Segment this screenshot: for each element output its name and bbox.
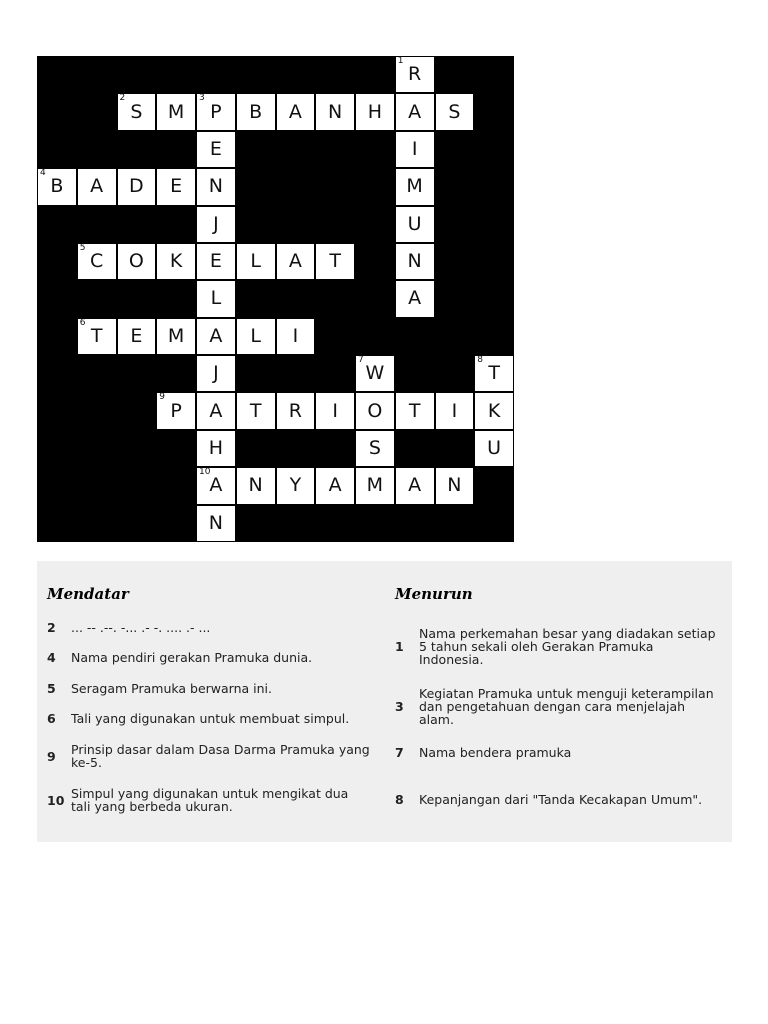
- crossword-cell[interactable]: [395, 206, 435, 243]
- cell-letter: O: [128, 250, 144, 273]
- crossword-cell[interactable]: [435, 93, 475, 130]
- crossword-cell[interactable]: [196, 243, 236, 280]
- cell-letter: T: [408, 399, 421, 422]
- crossword-cell[interactable]: [276, 318, 316, 355]
- cell-letter: T: [249, 399, 262, 422]
- crossword-cell[interactable]: [196, 355, 236, 392]
- crossword-cell[interactable]: [355, 430, 395, 467]
- crossword-cell[interactable]: [196, 392, 236, 429]
- crossword-cell[interactable]: [156, 243, 196, 280]
- clue-text: Simpul yang digunakan untuk mengikat dua tali yang berbeda ukuran.: [71, 786, 349, 814]
- cell-letter: S: [448, 100, 461, 123]
- across-clue: [47, 651, 371, 664]
- cell-number: 10: [199, 467, 211, 478]
- crossword-cell[interactable]: [37, 168, 77, 205]
- across-title: Mendatar: [47, 585, 129, 603]
- crossword-cell[interactable]: [435, 467, 475, 504]
- cell-letter: M: [406, 175, 423, 198]
- clue-text: Kegiatan Pramuka untuk menguji keterampilan dan pengetahuan dengan cara menjelajah alam.: [419, 686, 714, 727]
- cell-letter: N: [248, 474, 263, 497]
- cell-number: 7: [358, 355, 364, 366]
- crossword-cell[interactable]: [355, 392, 395, 429]
- cell-letter: E: [209, 250, 222, 273]
- cell-letter: M: [167, 100, 185, 123]
- clue-number: 4: [47, 650, 56, 665]
- crossword-cell[interactable]: [355, 93, 395, 130]
- crossword-cell[interactable]: [77, 168, 117, 205]
- crossword-cell[interactable]: [355, 355, 395, 392]
- clue-text: Prinsip dasar dalam Dasa Darma Pramuka yang ke-5.: [71, 742, 370, 770]
- crossword-cell[interactable]: [236, 392, 276, 429]
- cell-number: 6: [79, 317, 86, 328]
- clues-panel: [37, 561, 732, 842]
- crossword-cell[interactable]: [276, 392, 316, 429]
- clue-text: Tali yang digunakan untuk membuat simpul.: [71, 711, 350, 726]
- cell-letter: M: [167, 324, 185, 347]
- cell-letter: L: [250, 250, 261, 273]
- crossword-cell[interactable]: [156, 318, 196, 355]
- crossword-grid: [37, 56, 514, 542]
- clue-text: ... -- .--. -... .- -. .... .- ...: [71, 620, 211, 635]
- down-clue: [395, 793, 719, 806]
- cell-letter: I: [332, 399, 338, 422]
- cell-letter: E: [170, 175, 183, 198]
- cell-letter: T: [90, 324, 103, 347]
- crossword-cell[interactable]: [236, 93, 276, 130]
- crossword-cell[interactable]: [474, 430, 514, 467]
- cell-letter: K: [487, 399, 501, 422]
- cell-number: 5: [79, 242, 86, 253]
- crossword-cell[interactable]: [395, 243, 435, 280]
- cell-letter: R: [408, 63, 422, 86]
- clue-text: Nama perkemahan besar yang diadakan setiap 5 tahun sekali oleh Gerakan Pramuka Indonesia.: [419, 626, 716, 667]
- cell-letter: N: [407, 250, 422, 273]
- crossword-cell[interactable]: [196, 430, 236, 467]
- across-clue: [47, 682, 371, 695]
- cell-letter: T: [488, 362, 500, 385]
- crossword-cell[interactable]: [395, 56, 435, 93]
- cell-letter: P: [170, 399, 182, 422]
- clue-text: Nama bendera pramuka: [419, 745, 572, 760]
- crossword-cell[interactable]: [276, 243, 316, 280]
- cell-letter: T: [329, 250, 341, 273]
- clue-text: Seragam Pramuka berwarna ini.: [71, 681, 273, 696]
- cell-letter: H: [367, 100, 383, 123]
- cell-letter: I: [451, 399, 458, 422]
- crossword-cell[interactable]: [236, 318, 276, 355]
- cell-letter: I: [292, 324, 299, 347]
- crossword-cell[interactable]: [196, 93, 236, 130]
- cell-letter: S: [130, 100, 143, 123]
- crossword-cell[interactable]: [236, 467, 276, 504]
- cell-letter: U: [487, 437, 502, 460]
- crossword-cell[interactable]: [156, 93, 196, 130]
- clue-number: 5: [47, 681, 56, 696]
- cell-number: 8: [477, 355, 483, 366]
- cell-letter: A: [288, 100, 302, 123]
- crossword-cell[interactable]: [315, 243, 355, 280]
- cell-letter: N: [208, 175, 223, 198]
- across-clue: [47, 787, 371, 813]
- cell-letter: A: [408, 100, 422, 123]
- cell-letter: Y: [289, 474, 302, 497]
- cell-number: 1: [397, 56, 404, 66]
- crossword-cell[interactable]: [196, 505, 236, 542]
- crossword-cell[interactable]: [156, 168, 196, 205]
- clue-text: Kepanjangan dari "Tanda Kecakapan Umum".: [419, 792, 703, 807]
- down-clue: [395, 687, 719, 726]
- cell-letter: A: [209, 324, 223, 347]
- cell-letter: L: [250, 324, 261, 347]
- crossword-cell[interactable]: [474, 355, 514, 392]
- crossword-cell[interactable]: [236, 243, 276, 280]
- clue-number: 8: [395, 792, 404, 807]
- cell-letter: R: [288, 399, 302, 422]
- cell-letter: A: [408, 474, 422, 497]
- cell-letter: O: [367, 399, 383, 422]
- cell-letter: B: [249, 100, 263, 123]
- across-clue: [47, 712, 371, 725]
- crossword-cell[interactable]: [196, 131, 236, 168]
- crossword-cell[interactable]: [156, 392, 196, 429]
- across-clue: [47, 743, 371, 769]
- cell-letter: C: [89, 250, 104, 273]
- crossword-cell[interactable]: [395, 392, 435, 429]
- cell-letter: N: [208, 511, 223, 534]
- crossword-cell[interactable]: [276, 467, 316, 504]
- crossword-cell[interactable]: [77, 243, 117, 280]
- cell-letter: E: [209, 137, 222, 160]
- cell-number: 9: [159, 392, 165, 403]
- crossword-cell[interactable]: [395, 131, 435, 168]
- crossword-cell[interactable]: [117, 318, 157, 355]
- crossword-cell[interactable]: [196, 168, 236, 205]
- clue-text: Nama pendiri gerakan Pramuka dunia.: [71, 650, 313, 665]
- cell-letter: B: [50, 175, 64, 198]
- crossword-cell[interactable]: [315, 392, 355, 429]
- down-clue: [395, 746, 719, 759]
- crossword-cell[interactable]: [315, 93, 355, 130]
- crossword-cell[interactable]: [395, 168, 435, 205]
- cell-letter: N: [447, 474, 462, 497]
- crossword-cell[interactable]: [355, 467, 395, 504]
- crossword-cell[interactable]: [196, 467, 236, 504]
- cell-letter: P: [210, 100, 222, 123]
- clue-number: 7: [395, 745, 404, 760]
- crossword-cell[interactable]: [395, 467, 435, 504]
- clue-number: 3: [395, 699, 404, 714]
- cell-number: 2: [119, 93, 126, 104]
- clue-number: 6: [47, 711, 56, 726]
- down-clue: [395, 627, 719, 666]
- crossword-cell[interactable]: [474, 392, 514, 429]
- cell-letter: A: [209, 399, 223, 422]
- cell-letter: H: [208, 437, 224, 460]
- crossword-cell[interactable]: [117, 93, 157, 130]
- cell-letter: E: [130, 324, 143, 347]
- cell-letter: A: [408, 287, 422, 310]
- cell-letter: M: [366, 474, 384, 497]
- cell-letter: A: [328, 474, 342, 497]
- cell-letter: A: [209, 474, 223, 497]
- clue-number: 1: [395, 639, 404, 654]
- cell-letter: L: [210, 287, 222, 310]
- crossword-cell[interactable]: [395, 93, 435, 130]
- cell-letter: S: [368, 437, 381, 460]
- across-clue: [47, 621, 371, 634]
- cell-letter: W: [365, 362, 385, 385]
- cell-letter: K: [169, 250, 183, 273]
- cell-number: 3: [199, 93, 205, 104]
- crossword-cell[interactable]: [196, 318, 236, 355]
- cell-letter: I: [411, 137, 418, 160]
- crossword-cell[interactable]: [117, 243, 157, 280]
- crossword-cell[interactable]: [117, 168, 157, 205]
- clue-number: 10: [47, 792, 65, 808]
- cell-letter: D: [129, 175, 144, 198]
- cell-letter: A: [90, 175, 104, 198]
- crossword-cell[interactable]: [435, 392, 475, 429]
- cell-letter: J: [213, 362, 219, 385]
- clue-number: 9: [47, 748, 56, 764]
- crossword-cell[interactable]: [395, 280, 435, 317]
- crossword-cell[interactable]: [315, 467, 355, 504]
- cell-letter: N: [328, 100, 343, 123]
- crossword-cell[interactable]: [276, 93, 316, 130]
- cell-letter: A: [288, 250, 302, 273]
- cell-letter: U: [407, 212, 422, 235]
- clue-number: 2: [47, 620, 56, 635]
- crossword-cell[interactable]: [196, 206, 236, 243]
- crossword-cell[interactable]: [196, 280, 236, 317]
- cell-number: 4: [40, 168, 46, 179]
- cell-letter: J: [213, 212, 219, 235]
- down-title: Menurun: [395, 585, 473, 603]
- crossword-cell[interactable]: [77, 318, 117, 355]
